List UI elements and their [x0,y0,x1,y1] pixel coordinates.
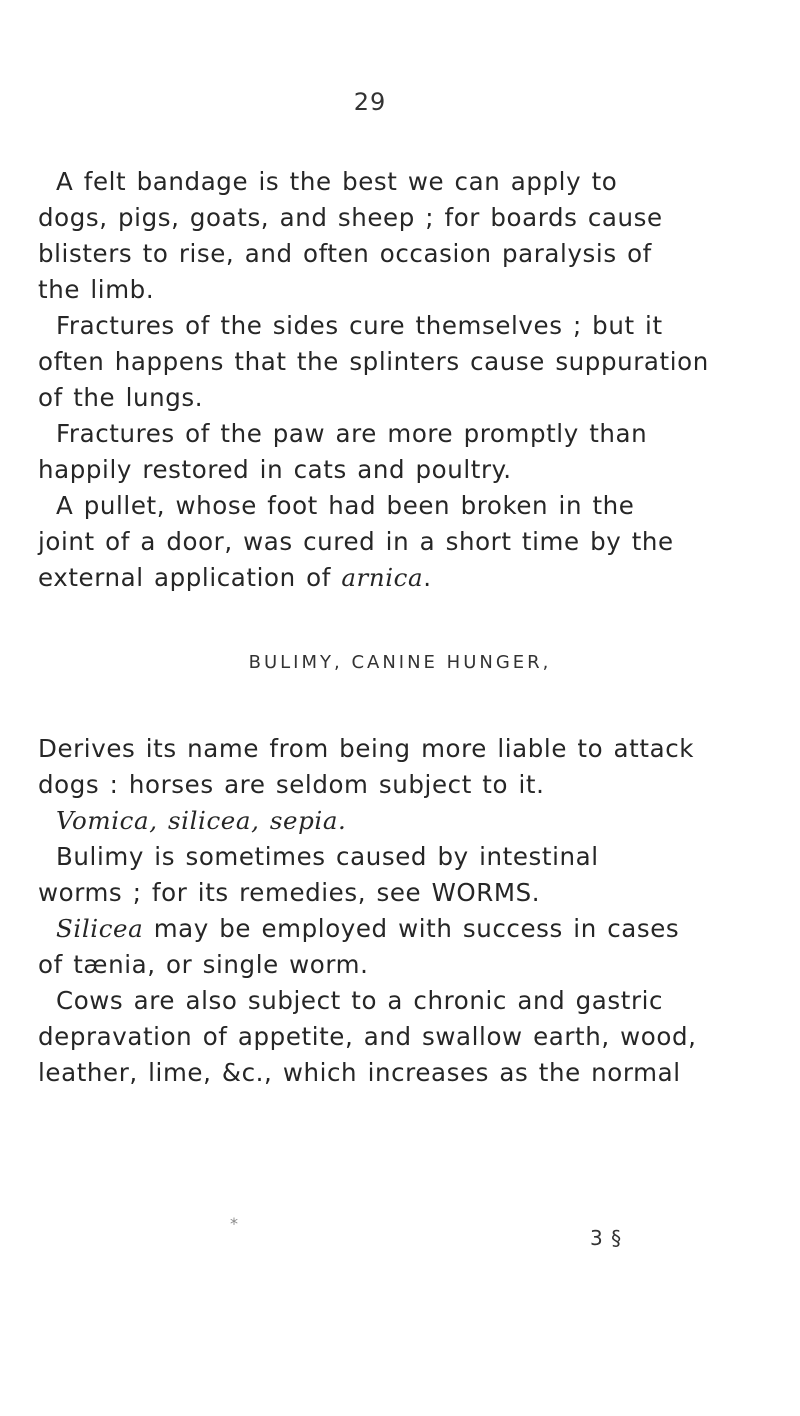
text-line: Derives its name from being more liable to attack [38,734,695,763]
page-number: 29 [353,88,387,116]
paragraph-block-fractures [38,164,764,596]
remedy-silicea: Silicea [56,914,144,943]
text-line: Fractures of the paw are more promptly than [56,419,648,448]
text-line: A pullet, whose foot had been broken in the [56,491,635,520]
text-line: leather, lime, &c., which increases as the normal [38,1058,681,1087]
text-line: depravation of appetite, and swallow earth, wood, [38,1022,697,1051]
text-line: dogs, pigs, goats, and sheep ; for boards cause [38,203,663,232]
text-line: dogs : horses are seldom subject to it. [38,770,545,799]
text-line: often happens that the splinters cause suppuration [38,347,709,376]
section-heading-bulimy: BULIMY, CANINE HUNGER, [248,652,552,673]
text-line: blisters to rise, and often occasion paralysis of [38,239,652,268]
remedies-line: Vomica, silicea, sepia. [56,806,347,835]
text-segment: . [423,563,432,592]
paragraph-block-bulimy [38,731,764,1091]
text-line-silicea [38,911,764,947]
text-segment: external application of [38,563,342,592]
text-line-arnica [38,560,764,596]
text-line: worms ; for its remedies, see WORMS. [38,878,541,907]
remedy-arnica: arnica [341,563,424,592]
text-line: Fractures of the sides cure themselves ; but it [56,311,663,340]
text-line: Bulimy is sometimes caused by intestinal [56,842,599,871]
text-line: Cows are also subject to a chronic and gastric [56,986,664,1015]
text-segment: may be employed with success in cases [143,914,680,943]
text-line: happily restored in cats and poultry. [38,455,512,484]
footnote-star: * [230,1214,238,1233]
text-line: joint of a door, was cured in a short time by the [38,527,674,556]
text-line: of the lungs. [38,383,204,412]
text-line: the limb. [38,275,155,304]
text-line: A felt bandage is the best we can apply to [56,167,618,196]
signature-mark: 3 § [590,1226,623,1250]
text-line: of tænia, or single worm. [38,950,369,979]
